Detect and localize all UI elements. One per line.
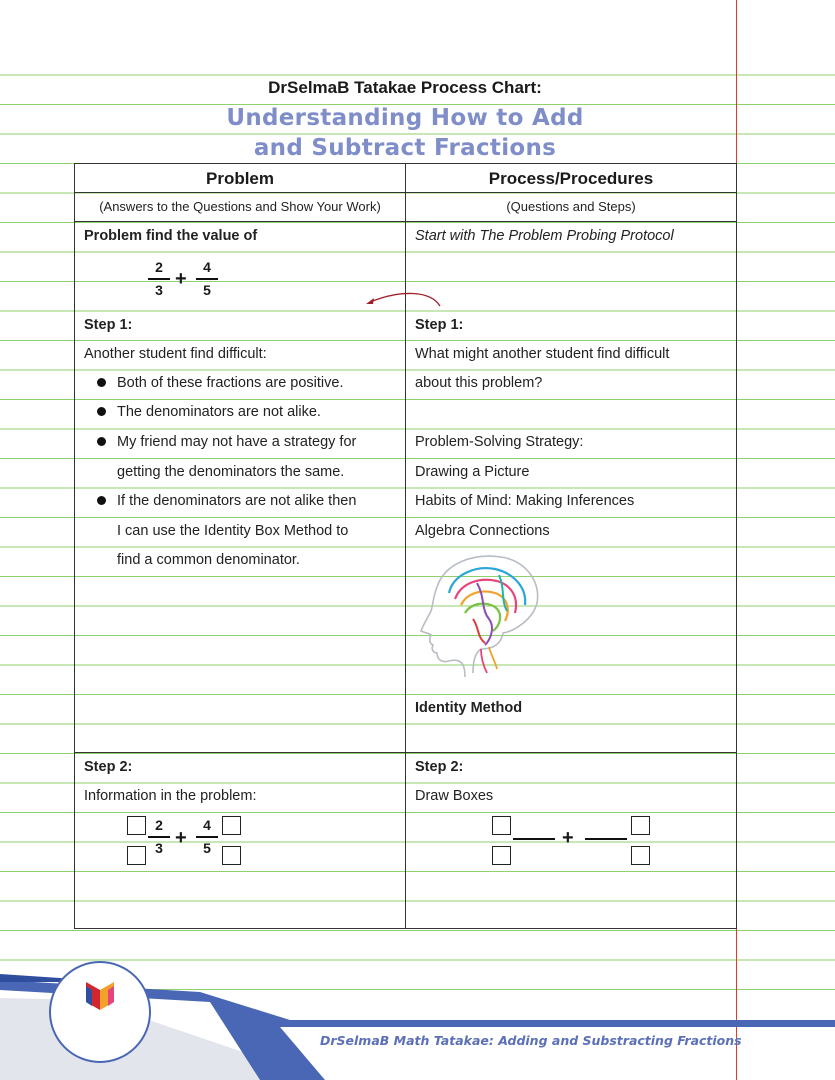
col-sub-problem: (Answers to the Questions and Show Your Work) <box>99 199 381 214</box>
fraction-two-thirds <box>148 258 170 300</box>
page-subtitle-line2: and Subtract Fractions <box>253 135 557 161</box>
bullet-icon <box>97 378 106 387</box>
plus-sign: + <box>562 827 574 849</box>
bullet-icon <box>97 437 106 446</box>
step2-left-label: Step 2: <box>84 759 133 775</box>
curved-arrow-icon <box>360 288 450 313</box>
table-header-divider <box>74 192 737 193</box>
draw-box <box>492 816 511 835</box>
fraction-bar <box>148 836 170 838</box>
table-right-border <box>736 163 737 929</box>
table-left-border <box>74 163 75 929</box>
step2-divider <box>74 752 737 753</box>
footer-banner <box>0 960 835 1080</box>
draw-box <box>631 816 650 835</box>
col-header-process: Process/Procedures <box>488 169 654 188</box>
fraction-numerator: 4 <box>203 259 211 275</box>
bullet-text-5: If the denominators are not alike then <box>117 493 357 509</box>
col-sub-process: (Questions and Steps) <box>506 199 636 214</box>
fraction-denominator: 3 <box>155 840 163 856</box>
fraction-two-thirds <box>148 816 170 858</box>
right-line-3: Problem-Solving Strategy: <box>415 434 584 450</box>
draw-box <box>492 846 511 865</box>
right-line-6: Algebra Connections <box>415 523 550 539</box>
footer-text: DrSelmaB Math Tatakae: Adding and Substracting Fractions <box>320 1033 742 1048</box>
fraction-four-fifths <box>196 258 218 300</box>
fraction-four-fifths <box>196 816 218 858</box>
plus-sign: + <box>175 827 187 849</box>
fraction-bar <box>196 836 218 838</box>
bullet-icon <box>97 407 106 416</box>
fraction-numerator: 2 <box>155 259 163 275</box>
step1-left-label: Step 1: <box>84 317 133 333</box>
right-line-4: Drawing a Picture <box>415 464 530 480</box>
plus-sign: + <box>175 268 187 290</box>
bullet-text-3: My friend may not have a strategy for <box>117 434 357 450</box>
step1-right-label: Step 1: <box>415 317 464 333</box>
fraction-denominator: 5 <box>203 840 211 856</box>
identity-method-label: Identity Method <box>415 700 523 716</box>
bullet-text-4: getting the denominators the same. <box>117 464 345 480</box>
fraction-bar <box>196 278 218 280</box>
fraction-denominator: 3 <box>155 282 163 298</box>
fraction-line <box>513 838 555 840</box>
bullet-text-1: Both of these fractions are positive. <box>117 375 344 391</box>
bullet-text-6: I can use the Identity Box Method to <box>117 523 349 539</box>
right-line-5: Habits of Mind: Making Inferences <box>415 493 635 509</box>
fraction-bar <box>148 278 170 280</box>
bullet-text-2: The denominators are not alike. <box>117 404 321 420</box>
identity-box <box>127 816 146 835</box>
identity-box <box>222 846 241 865</box>
identity-box <box>127 846 146 865</box>
problem-label: Problem find the value of <box>84 228 258 244</box>
draw-boxes-text: Draw Boxes <box>415 788 494 804</box>
colorful-brain-head-icon <box>415 553 545 683</box>
bullet-text-7: find a common denominator. <box>117 552 300 568</box>
information-text: Information in the problem: <box>84 788 257 804</box>
col-header-problem: Problem <box>205 169 275 188</box>
step2-right-label: Step 2: <box>415 759 464 775</box>
identity-box <box>222 816 241 835</box>
table-subheader-divider <box>74 221 737 222</box>
fraction-numerator: 2 <box>155 817 163 833</box>
protocol-text: Start with The Problem Probing Protocol <box>415 228 674 244</box>
page-title: DrSelmaB Tatakae Process Chart: <box>268 78 542 97</box>
another-student-text: Another student find difficult: <box>84 346 267 362</box>
draw-box <box>631 846 650 865</box>
fraction-denominator: 5 <box>203 282 211 298</box>
right-line-2: about this problem? <box>415 375 543 391</box>
page-subtitle-line1: Understanding How to Add <box>226 105 584 131</box>
table-column-divider <box>405 163 406 929</box>
right-line-1: What might another student find difficult <box>415 346 670 362</box>
bullet-icon <box>97 496 106 505</box>
fraction-numerator: 4 <box>203 817 211 833</box>
fraction-line <box>585 838 627 840</box>
